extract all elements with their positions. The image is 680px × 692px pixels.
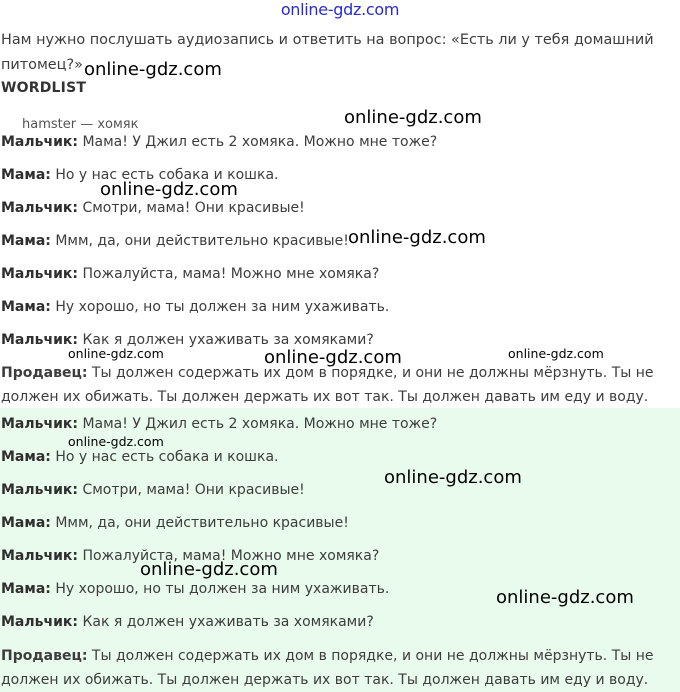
dialogue-line (1, 611, 374, 633)
dialogue-line (1, 413, 437, 435)
speaker-label: Мама: (1, 449, 51, 465)
dialogue-text: Смотри, мама! Они красивые! (78, 482, 305, 498)
speaker-label: Мальчик: (1, 134, 79, 150)
speaker-label: Мальчик: (1, 200, 79, 216)
speaker-label: Мама: (1, 233, 51, 249)
speaker-label: Мама: (1, 299, 51, 315)
watermark: online-gdz.com (140, 559, 278, 580)
speaker-label: Мальчик: (1, 332, 79, 348)
speaker-label: Продавец: (1, 365, 88, 381)
dialogue-line (1, 131, 437, 153)
watermark: online-gdz.com (348, 227, 486, 248)
header-watermark: online-gdz.com (280, 0, 400, 19)
dialogue-text: Смотри, мама! Они красивые! (78, 200, 305, 216)
dialogue-text: Ммм, да, они действительно красивые! (50, 233, 349, 249)
speaker-label: Мальчик: (1, 482, 79, 498)
speaker-label: Мальчик: (1, 548, 79, 564)
watermark: online-gdz.com (264, 347, 402, 368)
dialogue-text: Но у нас есть собака и кошка. (50, 167, 279, 183)
dialogue-text: Как я должен ухаживать за хомяками? (78, 614, 374, 630)
dialogue-line (1, 263, 379, 285)
dialogue-text: Ну хорошо, но ты должен за ним ухаживать. (50, 299, 390, 315)
dialogue-text: Ты должен содержать их дом в порядке, и они не должны мёрзнуть. Ты не должен их обижать. Ты должен держать их вот так. Ты должен давать им еду и воду. (1, 365, 654, 405)
speaker-label: Мальчик: (1, 416, 79, 432)
watermark: online-gdz.com (68, 434, 164, 449)
dialogue-text: Ты должен содержать их дом в порядке, и они не должны мёрзнуть. Ты не должен их обижать. Ты должен держать их вот так. Ты должен давать им еду и воду. (1, 648, 654, 688)
speaker-label: Мама: (1, 581, 51, 597)
dialogue-text: Ну хорошо, но ты должен за ним ухаживать. (50, 581, 390, 597)
watermark: online-gdz.com (508, 346, 604, 361)
dialogue-text: Мама! У Джил есть 2 хомяка. Можно мне тоже? (78, 134, 438, 150)
dialogue-line (1, 230, 349, 252)
speaker-label: Мама: (1, 515, 51, 531)
watermark: online-gdz.com (344, 107, 482, 128)
intro-text: Нам нужно послушать аудиозапись и ответить на вопрос: «Есть ли у тебя домашний питомец?» (1, 32, 654, 73)
watermark: online-gdz.com (68, 346, 164, 361)
dialogue-paragraph (1, 644, 677, 692)
wordlist-entry: hamster — хомяк (22, 117, 139, 129)
dialogue-line (1, 296, 389, 318)
dialogue-line (1, 197, 305, 219)
dialogue-text: Пожалуйста, мама! Можно мне хомяка? (78, 548, 380, 564)
watermark: online-gdz.com (100, 179, 238, 200)
watermark: online-gdz.com (496, 587, 634, 608)
speaker-label: Мальчик: (1, 614, 79, 630)
speaker-label: Продавец: (1, 648, 88, 664)
speaker-label: Мальчик: (1, 266, 79, 282)
dialogue-text: Но у нас есть собака и кошка. (50, 449, 279, 465)
speaker-label: Мама: (1, 167, 51, 183)
dialogue-text: Ммм, да, они действительно красивые! (50, 515, 349, 531)
watermark: online-gdz.com (384, 467, 522, 488)
dialogue-text: Пожалуйста, мама! Можно мне хомяка? (78, 266, 380, 282)
dialogue-line (1, 479, 305, 501)
watermark: online-gdz.com (84, 59, 222, 80)
dialogue-paragraph (1, 361, 677, 409)
dialogue-text: Как я должен ухаживать за хомяками? (78, 332, 374, 348)
dialogue-text: Мама! У Джил есть 2 хомяка. Можно мне тоже? (78, 416, 438, 432)
dialogue-line (1, 446, 278, 468)
dialogue-line (1, 578, 389, 600)
dialogue-line (1, 512, 349, 534)
wordlist-heading: WORDLIST (1, 80, 87, 96)
